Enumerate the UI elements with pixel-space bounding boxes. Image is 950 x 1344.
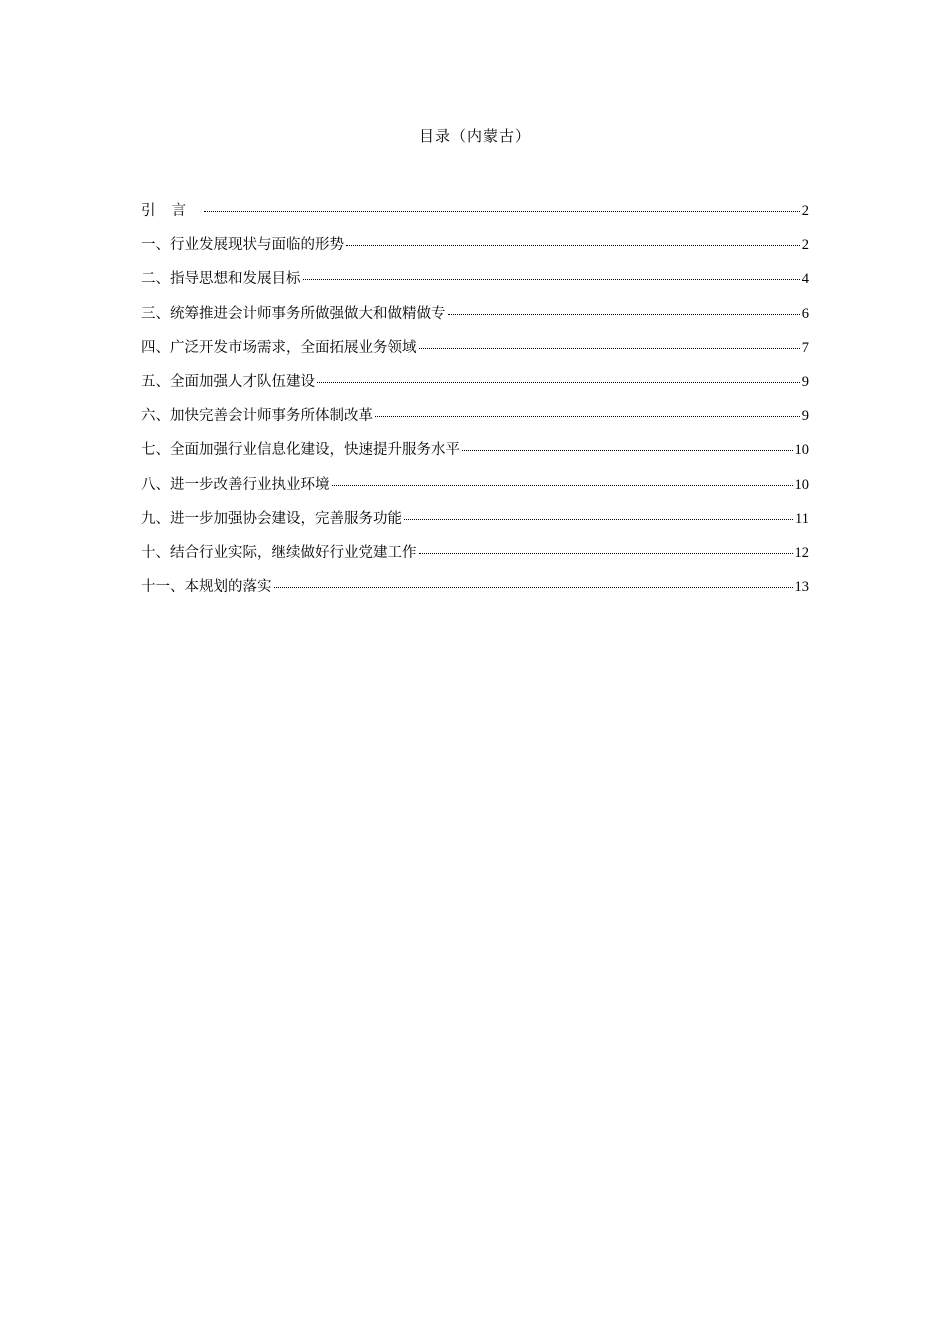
toc-dot-leader bbox=[346, 245, 800, 246]
toc-dot-leader bbox=[462, 450, 793, 451]
toc-dot-leader bbox=[303, 279, 800, 280]
toc-entry-label: 三、统筹推进会计师事务所做强做大和做精做专 bbox=[141, 305, 446, 322]
toc-entry-label: 十一、本规划的落实 bbox=[141, 579, 272, 596]
toc-entry-page: 13 bbox=[794, 579, 809, 596]
toc-entry-9[interactable] bbox=[141, 509, 809, 543]
toc-entry-label: 二、指导思想和发展目标 bbox=[141, 271, 301, 288]
toc-entry-page: 6 bbox=[801, 305, 809, 322]
toc-entry-label: 七、全面加强行业信息化建设，快速提升服务水平 bbox=[141, 442, 460, 459]
toc-entry-1[interactable] bbox=[141, 235, 809, 269]
toc-entry-5[interactable] bbox=[141, 372, 809, 406]
toc-entry-page: 9 bbox=[801, 408, 809, 425]
toc-entry-label: 五、全面加强人才队伍建设 bbox=[141, 373, 315, 390]
toc-entry-label: 一、行业发展现状与面临的形势 bbox=[141, 237, 344, 254]
toc-dot-leader bbox=[419, 553, 793, 554]
toc-entry-11[interactable] bbox=[141, 577, 809, 611]
toc-entry-label: 十、结合行业实际，继续做好行业党建工作 bbox=[141, 544, 417, 561]
toc-entry-page: 2 bbox=[801, 203, 809, 219]
toc-entry-label: 四、广泛开发市场需求，全面拓展业务领域 bbox=[141, 339, 417, 356]
toc-entry-3[interactable] bbox=[141, 304, 809, 338]
toc-entry-2[interactable] bbox=[141, 269, 809, 303]
toc-entry-page: 12 bbox=[794, 544, 809, 561]
toc-entry-8[interactable] bbox=[141, 475, 809, 509]
toc-entry-page: 2 bbox=[801, 237, 809, 254]
toc-dot-leader bbox=[274, 587, 793, 588]
toc-entry-page: 10 bbox=[794, 442, 809, 459]
toc-entry-label: 八、进一步改善行业执业环境 bbox=[141, 476, 330, 493]
toc-dot-leader bbox=[332, 485, 793, 486]
toc-title: 目录（内蒙古） bbox=[418, 127, 531, 145]
toc-entry-page: 11 bbox=[795, 510, 809, 527]
toc-dot-leader bbox=[375, 416, 800, 417]
toc-entry-label: 六、加快完善会计师事务所体制改革 bbox=[141, 408, 373, 425]
toc-entry-page: 4 bbox=[801, 271, 809, 288]
toc-dot-leader bbox=[448, 314, 800, 315]
toc-entry-4[interactable] bbox=[141, 338, 809, 372]
toc-entry-10[interactable] bbox=[141, 543, 809, 577]
toc-entry-label: 引言 bbox=[141, 203, 202, 219]
toc-entry-page: 9 bbox=[801, 373, 809, 390]
toc-dot-leader bbox=[404, 519, 793, 520]
toc-entry-label: 九、进一步加强协会建设，完善服务功能 bbox=[141, 510, 402, 527]
toc-dot-leader bbox=[419, 348, 800, 349]
toc-dot-leader bbox=[317, 382, 800, 383]
toc-entry-7[interactable] bbox=[141, 440, 809, 474]
toc-entry-page: 7 bbox=[801, 339, 809, 356]
toc-dot-leader bbox=[204, 211, 800, 212]
toc-entry-6[interactable] bbox=[141, 406, 809, 440]
toc-entry-intro[interactable] bbox=[141, 201, 809, 235]
toc-list bbox=[141, 201, 809, 611]
toc-entry-page: 10 bbox=[794, 476, 809, 493]
